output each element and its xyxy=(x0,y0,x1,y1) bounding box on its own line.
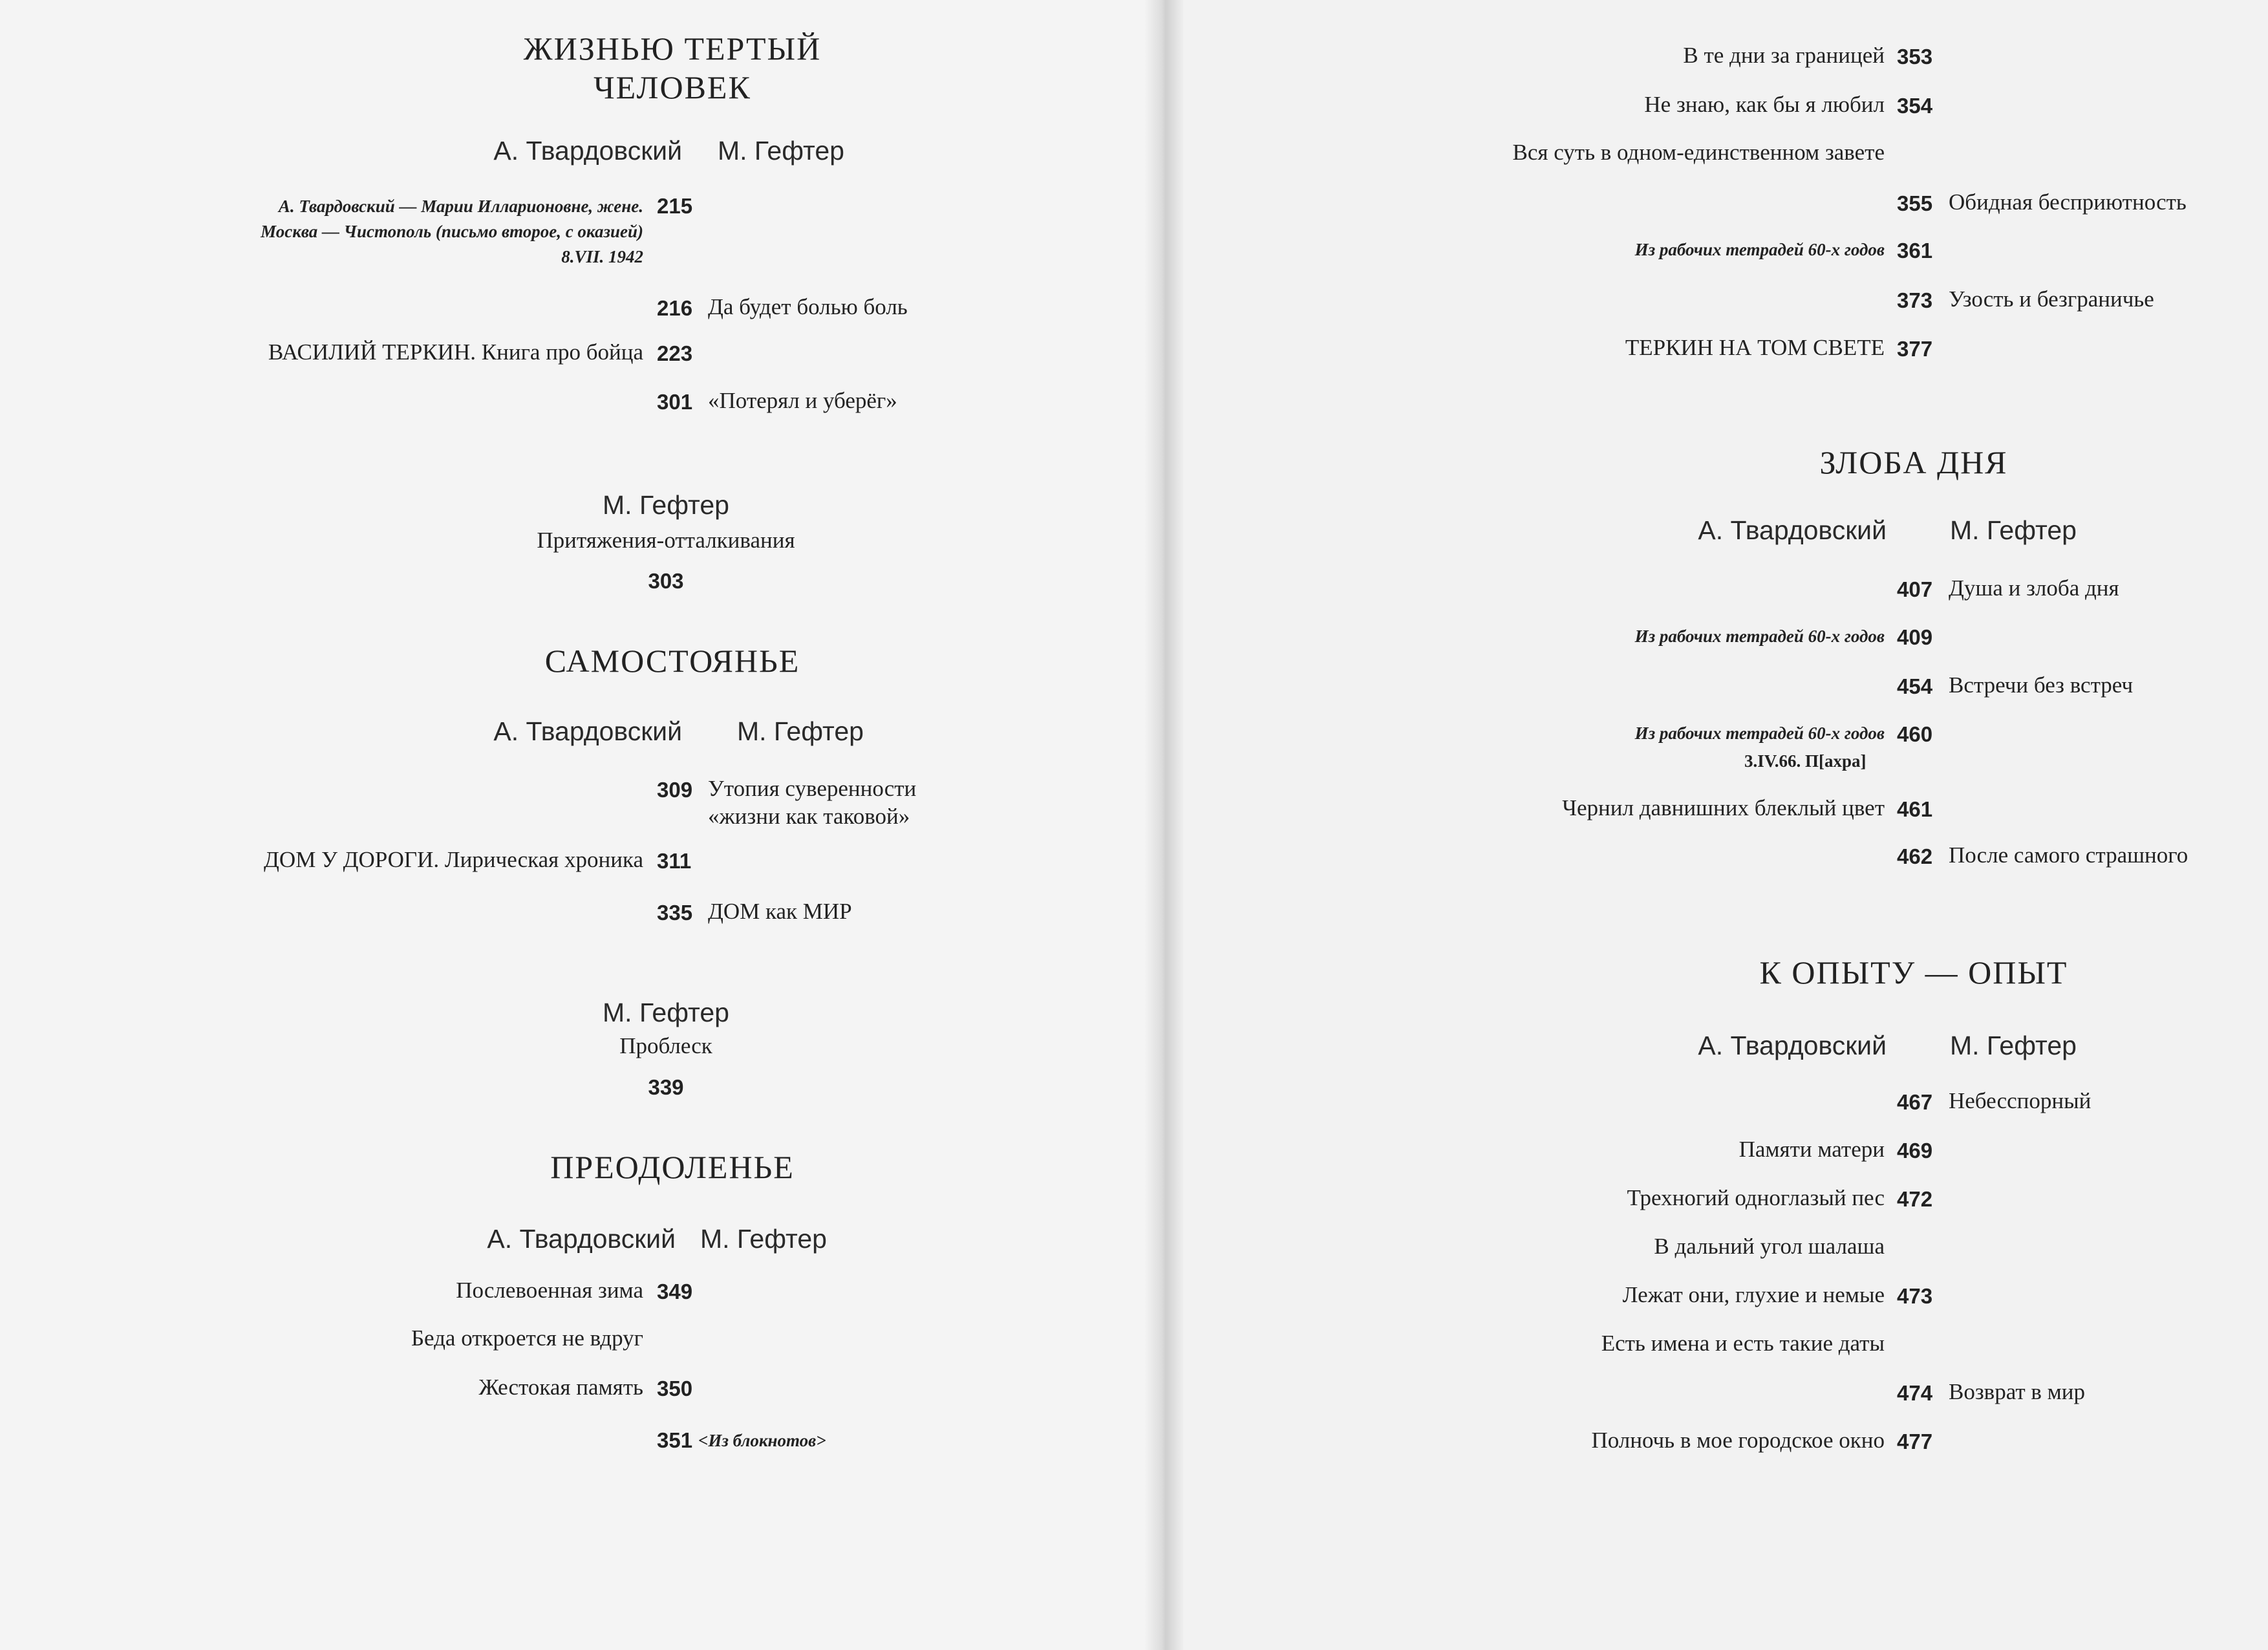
page-number[interactable]: 339 xyxy=(648,1075,684,1099)
toc-entry-title[interactable]: Встречи без встреч xyxy=(1949,672,2134,698)
toc-entry-title[interactable]: В те дни за границей xyxy=(1683,43,1885,68)
page-number[interactable]: 467 xyxy=(1897,1090,1933,1114)
toc-entry-title[interactable]: Полночь в мое городское окно xyxy=(1591,1428,1885,1453)
toc-entry-title[interactable]: В дальний угол шалаша xyxy=(1654,1234,1885,1259)
toc-entry-title[interactable]: Утопия суверенности xyxy=(708,776,917,801)
page-number[interactable]: 473 xyxy=(1897,1284,1933,1308)
page-number[interactable]: 454 xyxy=(1897,674,1933,698)
toc-entry-date: 3.IV.66. П[ахра] xyxy=(1744,751,1867,771)
toc-entry-title[interactable]: Лежат они, глухие и немые xyxy=(1622,1282,1885,1307)
toc-entry-title[interactable]: ТЕРКИН НА ТОМ СВЕТЕ xyxy=(1625,335,1885,360)
page-number[interactable]: 335 xyxy=(657,901,693,925)
page-number[interactable]: 309 xyxy=(657,778,693,802)
author-name: М. Гефтер xyxy=(718,136,844,166)
page-number[interactable]: 350 xyxy=(657,1377,693,1400)
page-number[interactable]: 354 xyxy=(1897,94,1933,118)
toc-entry-title[interactable]: Да будет болью боль xyxy=(708,294,908,319)
toc-entry-title[interactable]: Послевоенная зима xyxy=(456,1278,643,1303)
toc-entry-title[interactable]: ДОМ как МИР xyxy=(708,899,852,924)
author-name: А. Твардовский xyxy=(1698,1031,1887,1060)
author-name: М. Гефтер xyxy=(603,490,729,520)
toc-entry-title[interactable]: Из рабочих тетрадей 60-х годов xyxy=(1634,723,1885,743)
page-number[interactable]: 311 xyxy=(657,849,692,873)
page-number[interactable]: 301 xyxy=(657,390,693,414)
toc-entry-title: Москва — Чистополь (письмо второе, с оказией) xyxy=(261,222,643,241)
page-number[interactable]: 460 xyxy=(1897,722,1933,746)
author-name: М. Гефтер xyxy=(700,1224,827,1254)
section-title: ЧЕЛОВЕК xyxy=(594,69,751,105)
toc-entry-title[interactable]: Чернил давнишних блеклый цвет xyxy=(1562,795,1885,820)
page-number[interactable]: 474 xyxy=(1897,1381,1933,1405)
book-gutter xyxy=(1144,0,1183,1650)
page-number[interactable]: 355 xyxy=(1897,191,1933,215)
author-name: А. Твардовский xyxy=(1698,515,1887,545)
toc-entry-title[interactable]: Есть имена и есть такие даты xyxy=(1601,1331,1885,1356)
section-title: ЗЛОБА ДНЯ xyxy=(1819,444,2008,480)
toc-entry-title[interactable]: Небесспорный xyxy=(1949,1088,2091,1113)
page-number[interactable]: 462 xyxy=(1897,844,1933,868)
page-number[interactable]: 407 xyxy=(1897,577,1933,601)
page-number[interactable]: 469 xyxy=(1897,1139,1933,1162)
toc-entry-title[interactable]: Беда откроется не вдруг xyxy=(411,1325,643,1351)
toc-entry-title[interactable]: Притяжения-отталкивания xyxy=(537,528,795,553)
toc-entry-title[interactable]: ВАСИЛИЙ ТЕРКИН. Книга про бойца xyxy=(268,339,643,365)
page-number[interactable]: 477 xyxy=(1897,1430,1933,1453)
author-name: М. Гефтер xyxy=(737,716,864,746)
toc-entry-title[interactable]: Проблеск xyxy=(619,1033,712,1058)
page-number[interactable]: 472 xyxy=(1897,1187,1933,1211)
author-name: А. Твардовский xyxy=(487,1224,676,1254)
section-title: К ОПЫТУ — ОПЫТ xyxy=(1759,954,2068,991)
toc-entry-title[interactable]: Возврат в мир xyxy=(1949,1379,2086,1404)
page-number[interactable]: 351 xyxy=(657,1428,693,1452)
page-number[interactable]: 461 xyxy=(1897,797,1933,821)
author-name: А. Твардовский xyxy=(493,136,682,166)
toc-entry-title[interactable]: Из рабочих тетрадей 60-х годов xyxy=(1634,627,1885,646)
page-number[interactable]: 303 xyxy=(648,569,684,593)
author-name: М. Гефтер xyxy=(1950,515,2077,545)
toc-entry-title[interactable]: Трехногий одноглазый пес xyxy=(1627,1185,1885,1210)
toc-entry-title[interactable]: Вся суть в одном-единственном завете xyxy=(1512,140,1885,165)
author-name: М. Гефтер xyxy=(603,998,729,1027)
page-number[interactable]: 216 xyxy=(657,296,693,320)
toc-entry-title[interactable]: <Из блокнотов> xyxy=(698,1431,826,1450)
author-name: А. Твардовский xyxy=(493,716,682,746)
toc-entry-title[interactable]: После самого страшного xyxy=(1949,842,2188,868)
author-name: М. Гефтер xyxy=(1950,1031,2077,1060)
toc-entry-date: 8.VII. 1942 xyxy=(561,247,643,266)
section-title: ЖИЗНЬЮ ТЕРТЫЙ xyxy=(523,30,822,67)
page-number[interactable]: 377 xyxy=(1897,337,1933,361)
toc-entry-title[interactable]: Не знаю, как бы я любил xyxy=(1644,92,1885,117)
page-number[interactable]: 373 xyxy=(1897,288,1933,312)
toc-entry-title[interactable]: А. Твардовский — Марии Илларионовне, жене. xyxy=(278,197,643,216)
toc-entry-title[interactable]: «Потерял и уберёг» xyxy=(708,388,897,413)
toc-entry-title[interactable]: Узость и безграничье xyxy=(1949,286,2154,312)
section-title: ПРЕОДОЛЕНЬЕ xyxy=(550,1149,795,1185)
page-number[interactable]: 349 xyxy=(657,1280,693,1303)
page-number[interactable]: 361 xyxy=(1897,239,1933,262)
toc-entry-title[interactable]: Из рабочих тетрадей 60-х годов xyxy=(1634,240,1885,259)
toc-entry-title[interactable]: ДОМ У ДОРОГИ. Лирическая хроника xyxy=(264,847,643,872)
page-number[interactable]: 409 xyxy=(1897,625,1933,649)
toc-entry-title[interactable]: Обидная бесприютность xyxy=(1949,189,2187,215)
page-number[interactable]: 353 xyxy=(1897,45,1933,69)
section-title: САМОСТОЯНЬЕ xyxy=(544,643,800,679)
toc-entry-title: «жизни как таковой» xyxy=(708,804,910,829)
page-number[interactable]: 215 xyxy=(657,194,693,218)
toc-entry-title[interactable]: Памяти матери xyxy=(1738,1137,1885,1162)
page-number[interactable]: 223 xyxy=(657,341,693,365)
toc-entry-title[interactable]: Душа и злоба дня xyxy=(1949,575,2119,601)
toc-entry-title[interactable]: Жестокая память xyxy=(478,1375,643,1400)
